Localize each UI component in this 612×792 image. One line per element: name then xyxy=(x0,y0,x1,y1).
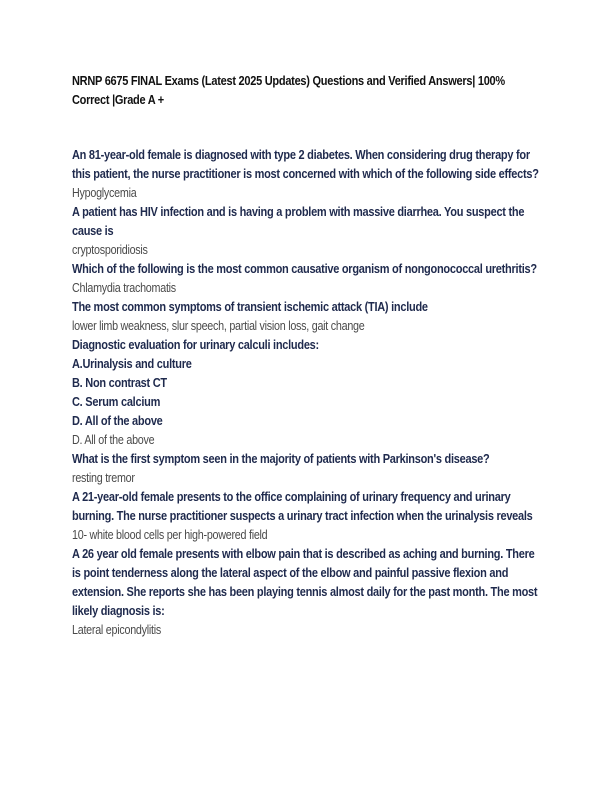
document-title: NRNP 6675 FINAL Exams (Latest 2025 Updates) Questions and Verified Answers| 100% Correct |Grade A + xyxy=(72,74,505,107)
qa-item-6 xyxy=(72,450,542,488)
question-text: A 21-year-old female presents to the office complaining of urinary frequency and urinary burning. The nurse practitioner suspects a urinary tract infection when the urinalysis reveals xyxy=(72,490,533,523)
answer-text: Lateral epicondylitis xyxy=(72,623,161,637)
question-text: An 81-year-old female is diagnosed with type 2 diabetes. When considering drug therapy for this patient, the nurse practitioner is most concerned with which of the following side effects? xyxy=(72,148,539,181)
qa-item-2 xyxy=(72,203,542,260)
answer-text: 10- white blood cells per high-powered field xyxy=(72,528,268,542)
answer-text: Hypoglycemia xyxy=(72,186,137,200)
option-c: C. Serum calcium xyxy=(72,395,161,409)
qa-item-3 xyxy=(72,260,542,298)
option-a: A.Urinalysis and culture xyxy=(72,357,192,371)
answer-text: resting tremor xyxy=(72,471,135,485)
option-b: B. Non contrast CT xyxy=(72,376,167,390)
question-text: What is the first symptom seen in the majority of patients with Parkinson's disease? xyxy=(72,452,490,466)
qa-item-7 xyxy=(72,488,542,545)
answer-text: lower limb weakness, slur speech, partial vision loss, gait change xyxy=(72,319,365,333)
question-text: Which of the following is the most common causative organism of nongonococcal urethritis? xyxy=(72,262,537,276)
qa-item-8 xyxy=(72,545,542,640)
question-text: The most common symptoms of transient ischemic attack (TIA) include xyxy=(72,300,428,314)
option-d: D. All of the above xyxy=(72,414,163,428)
document-content xyxy=(72,72,542,640)
qa-item-5 xyxy=(72,336,542,450)
question-text: Diagnostic evaluation for urinary calculi includes: xyxy=(72,338,319,352)
answer-text: cryptosporidiosis xyxy=(72,243,148,257)
question-text: A patient has HIV infection and is having a problem with massive diarrhea. You suspect the cause is xyxy=(72,205,525,238)
answer-text: D. All of the above xyxy=(72,433,155,447)
qa-item-1 xyxy=(72,146,542,203)
answer-text: Chlamydia trachomatis xyxy=(72,281,176,295)
qa-item-4 xyxy=(72,298,542,336)
question-text: A 26 year old female presents with elbow pain that is described as aching and burning. There is point tenderness along the lateral aspect of the elbow and painful passive flexion and extension. She reports she has been playing tennis almost daily for the past month. The most likely diagnosis is: xyxy=(72,547,538,618)
